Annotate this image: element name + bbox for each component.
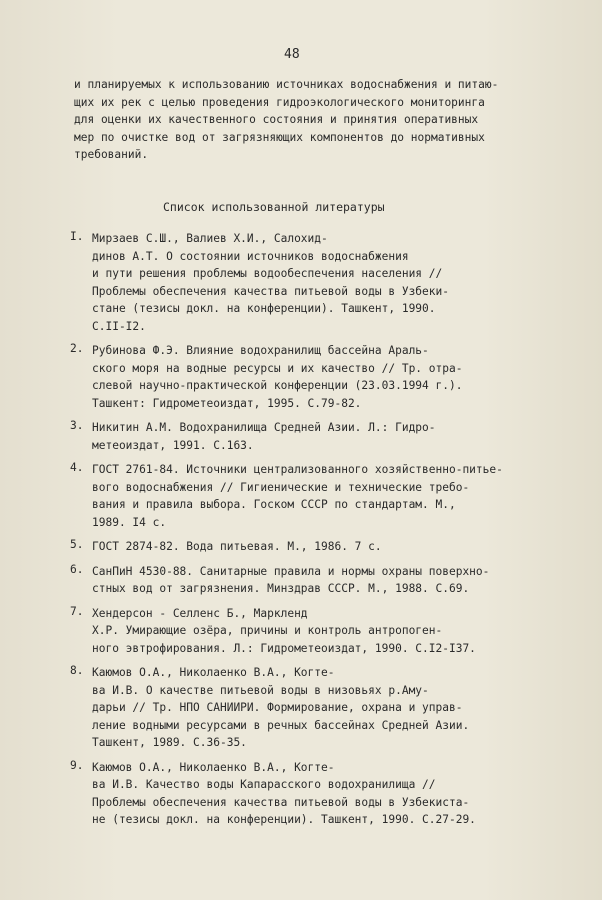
reference-line: С.II-I2. <box>92 319 146 333</box>
reference-line: Хендерсон - Селленс Б., Маркленд <box>92 606 308 620</box>
section-heading: Список использованной литературы <box>163 200 385 214</box>
reference-line: стане (тезисы докл. на конференции). Ташкент, 1990. <box>92 302 436 315</box>
intro-line: и планируемых к использованию источниках водоснабжения и питаю- <box>74 78 499 91</box>
reference-line: динов А.Т. О состоянии источников водоснабжения <box>92 249 409 263</box>
reference-item <box>70 461 585 531</box>
reference-line: ГОСТ 2761-84. Источники централизованного хозяйственно-питье- <box>92 463 503 476</box>
reference-number: 4. <box>70 461 84 474</box>
intro-line: мер по очистке вод от загрязняющих компонентов до нормативных <box>74 130 485 144</box>
reference-line: 1989. I4 с. <box>92 515 167 529</box>
reference-line: метеоиздат, 1991. С.163. <box>92 438 254 452</box>
reference-line: Мирзаев С.Ш., Валиев Х.И., Салохид- <box>92 232 328 245</box>
reference-item <box>70 419 585 454</box>
reference-line: Ташкент: Гидрометеоиздат, 1995. С.79-82. <box>92 396 362 410</box>
reference-line: ва И.В. О качестве питьевой воды в низовьях р.Аму- <box>92 683 429 697</box>
reference-list <box>70 230 585 836</box>
reference-line: ского моря на водные ресурсы и их качество // Тр. отра- <box>92 361 463 375</box>
reference-line: ГОСТ 2874-82. Вода питьевая. М., 1986. 7 с. <box>92 540 382 553</box>
reference-line: Каюмов О.А., Николаенко В.А., Когте- <box>92 666 335 679</box>
reference-item <box>70 342 585 412</box>
reference-line: ного эвтрофирования. Л.: Гидрометеоиздат, 1990. С.I2-I37. <box>92 641 476 655</box>
reference-line: ление водными ресурсами в речных бассейнах Средней Азии. <box>92 718 470 732</box>
reference-line: Проблемы обеспечения качества питьевой воды в Узбеки- <box>92 284 449 298</box>
reference-line: Никитин А.М. Водохранилища Средней Азии. Л.: Гидро- <box>92 421 436 434</box>
reference-number: 9. <box>70 758 84 772</box>
reference-line: Проблемы обеспечения качества питьевой воды в Узбекиста- <box>92 795 470 809</box>
reference-number: 6. <box>70 562 84 576</box>
intro-line: щих их рек с целью проведения гидроэкологического мониторинга <box>74 95 485 109</box>
reference-line: слевой научно-практической конференции (23.03.1994 г.). <box>92 379 463 392</box>
reference-line: дарьи // Тр. НПО САНИИРИ. Формирование, охрана и управ- <box>92 701 463 714</box>
reference-item <box>70 563 585 598</box>
reference-number: 3. <box>70 419 84 432</box>
reference-number: I. <box>70 230 84 243</box>
reference-item <box>70 759 585 829</box>
reference-item <box>70 230 585 335</box>
intro-paragraph <box>74 76 574 164</box>
reference-line: вого водоснабжения // Гигиенические и технические требо- <box>92 480 470 494</box>
page-number: 48 <box>284 47 300 62</box>
reference-item <box>70 538 585 556</box>
reference-line: Ташкент, 1989. С.36-35. <box>92 736 247 749</box>
reference-line: не (тезисы докл. на конференции). Ташкент, 1990. С.27-29. <box>92 813 476 826</box>
intro-line: для оценки их качественного состояния и принятия оперативных <box>74 113 479 126</box>
reference-line: Рубинова Ф.Э. Влияние водохранилищ бассейна Араль- <box>92 344 429 357</box>
reference-item <box>70 605 585 658</box>
reference-line: Каюмов О.А., Николаенко В.А., Когте- <box>92 760 335 774</box>
reference-item <box>70 664 585 752</box>
reference-number: 7. <box>70 604 84 618</box>
reference-number: 5. <box>70 538 84 551</box>
reference-line: СанПиН 4530-88. Санитарные правила и нормы охраны поверхно- <box>92 564 490 578</box>
reference-line: ва И.В. Качество воды Капарасского водохранилища // <box>92 778 436 791</box>
intro-line: требований. <box>74 148 149 161</box>
reference-line: Х.Р. Умирающие озёра, причины и контроль антропоген- <box>92 624 443 637</box>
reference-number: 8. <box>70 664 84 677</box>
reference-line: вания и правила выбора. Госком СССР по стандартам. М., <box>92 498 456 511</box>
reference-number: 2. <box>70 342 84 355</box>
reference-line: стных вод от загрязнения. Минздрав СССР. М., 1988. С.69. <box>92 582 470 595</box>
reference-line: и пути решения проблемы водообеспечения населения // <box>92 267 443 280</box>
